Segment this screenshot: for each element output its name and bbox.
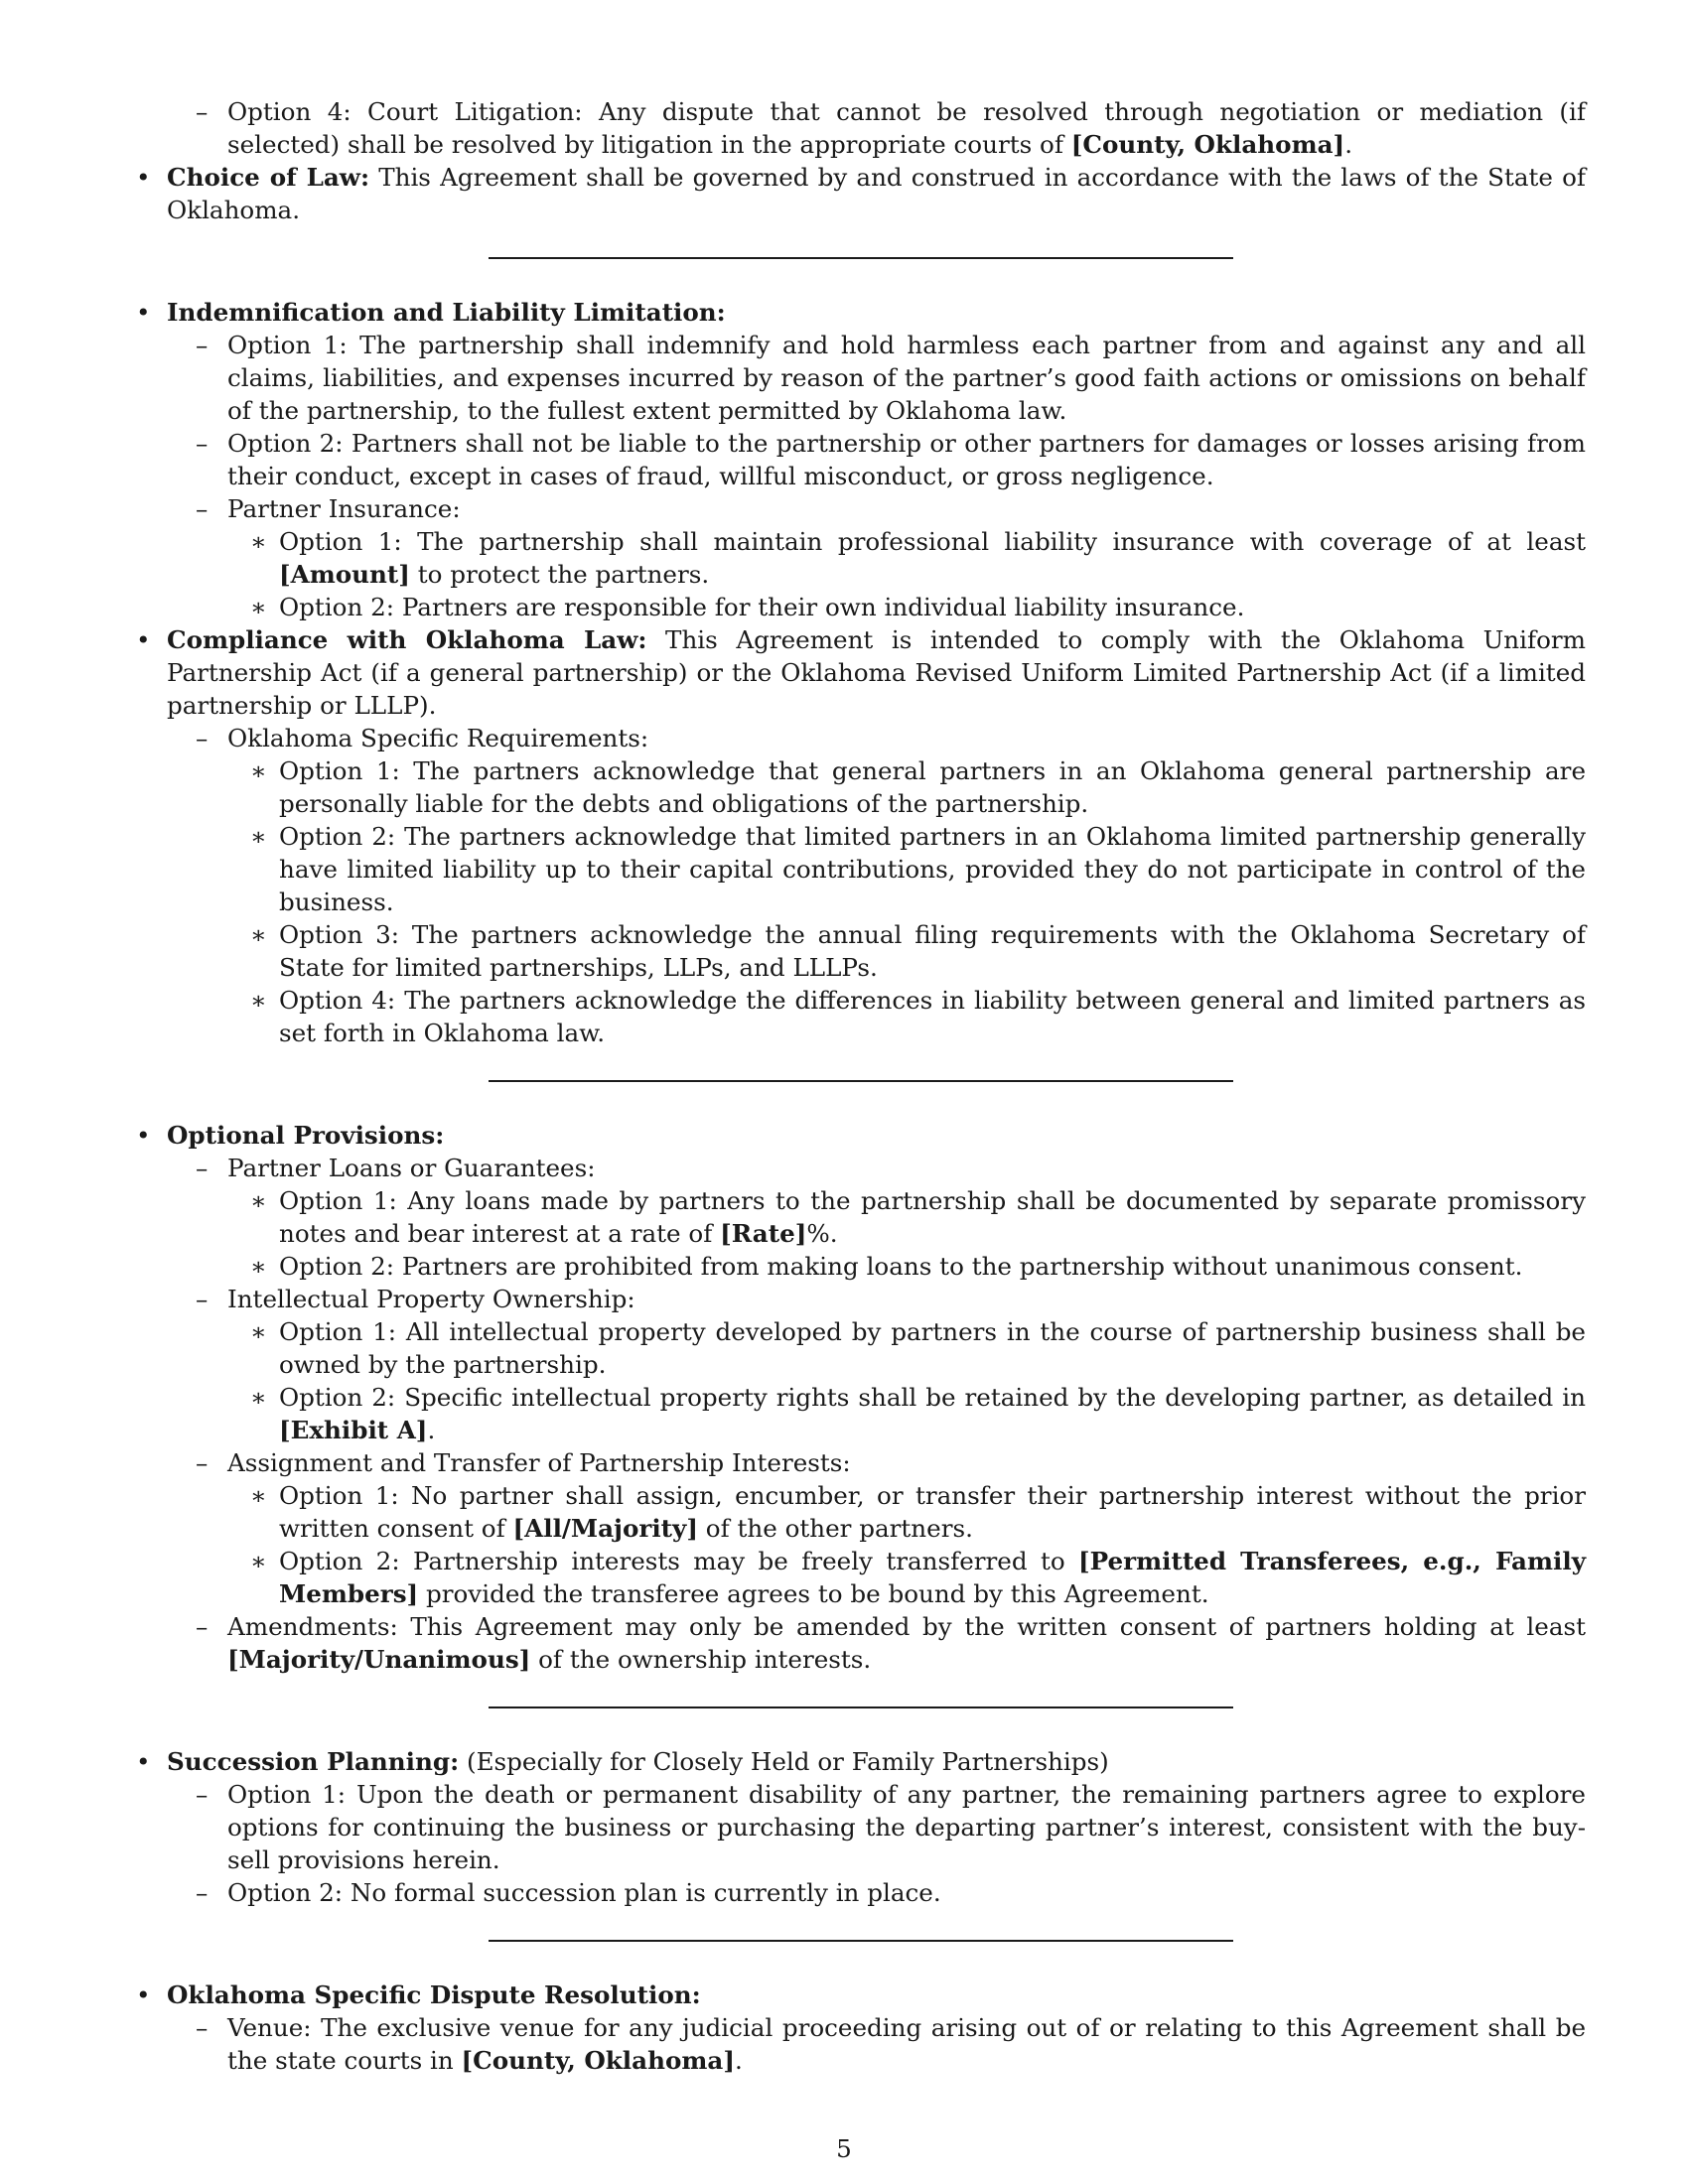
clause-item bbox=[136, 161, 1586, 226]
option-item bbox=[136, 820, 1586, 918]
section-divider bbox=[489, 257, 1233, 259]
bold-text: Indemnification and Liability Limitation: bbox=[167, 298, 726, 327]
text-run: Option 4: The partners acknowledge the differences in liability between general and limited partners as set forth in Oklahoma law. bbox=[279, 986, 1586, 1047]
text-run: Option 2: No formal succession plan is currently in place. bbox=[227, 1878, 941, 1907]
text-run: to protect the partners. bbox=[409, 560, 710, 589]
text-run: Option 2: The partners acknowledge that limited partners in an Oklahoma limited partnership generally have limited liability up to their capital contributions, provided they do not participate in control of the business. bbox=[279, 822, 1586, 916]
option-item bbox=[136, 1479, 1586, 1545]
text-run: Option 1: The partnership shall indemnify and hold harmless each partner from and against any and all claims, liabilities, and expenses incurred by reason of the partner’s good faith actions or omissions on behalf of the partnership, to the fullest extent permitted by Oklahoma law. bbox=[227, 331, 1586, 425]
text-run: Option 1: The partners acknowledge that general partners in an Oklahoma general partnership are personally liable for the debts and obligations of the partnership. bbox=[279, 756, 1586, 818]
bold-text: Succession Planning: bbox=[167, 1747, 460, 1776]
option-item bbox=[136, 984, 1586, 1049]
option-item bbox=[136, 754, 1586, 820]
document-body bbox=[136, 95, 1586, 2077]
clause-item bbox=[136, 623, 1586, 722]
sub-clause-item bbox=[136, 1446, 1586, 1479]
sub-clause-item bbox=[136, 1283, 1586, 1315]
text-run: Option 1: The partnership shall maintain professional liability insurance with coverage of at least bbox=[279, 527, 1586, 556]
text-run: This Agreement shall be governed by and construed in accordance with the laws of the State of Oklahoma. bbox=[167, 163, 1586, 224]
text-run: of the ownership interests. bbox=[530, 1645, 872, 1674]
option-item bbox=[136, 1184, 1586, 1250]
bold-text: [Rate] bbox=[720, 1219, 807, 1248]
text-run: provided the transferee agrees to be bound by this Agreement. bbox=[418, 1579, 1209, 1608]
option-item bbox=[136, 591, 1586, 623]
text-run: Venue: The exclusive venue for any judicial proceeding arising out of or relating to this Agreement shall be the state courts in bbox=[227, 2013, 1586, 2075]
text-run: Option 2: Partnership interests may be freely transferred to bbox=[279, 1547, 1079, 1575]
text-run: . bbox=[427, 1416, 436, 1444]
text-run: This Agreement is intended to comply with the Oklahoma Uniform Partnership Act (if a general partnership) or the Oklahoma Revised Uniform Limited Partnership Act (if a limited partnership or LLLP). bbox=[167, 625, 1586, 720]
sub-clause-item bbox=[136, 1778, 1586, 1876]
option-item bbox=[136, 1545, 1586, 1610]
text-run: Oklahoma Specific Requirements: bbox=[227, 724, 649, 752]
text-run: Option 1: Any loans made by partners to the partnership shall be documented by separate promissory notes and bear interest at a rate of bbox=[279, 1186, 1586, 1248]
text-run: Assignment and Transfer of Partnership Interests: bbox=[227, 1448, 851, 1477]
clause-list bbox=[136, 1119, 1586, 1676]
option-item bbox=[136, 1250, 1586, 1283]
text-run: Option 2: Partners are prohibited from making loans to the partnership without unanimous consent. bbox=[279, 1252, 1523, 1281]
clause-item bbox=[136, 1979, 1586, 2011]
page-number: 5 bbox=[836, 2134, 852, 2163]
bold-text: [Amount] bbox=[279, 560, 410, 589]
option-item bbox=[136, 1315, 1586, 1381]
bold-text: [All/Majority] bbox=[512, 1514, 698, 1543]
option-item bbox=[136, 918, 1586, 984]
text-run: Option 4: Court Litigation: Any dispute that cannot be resolved through negotiation or mediation (if selected) shall be resolved by litigation in the appropriate courts of bbox=[227, 97, 1586, 159]
sub-clause-item bbox=[136, 1876, 1586, 1909]
sub-clause-item bbox=[136, 492, 1586, 525]
clause-list bbox=[136, 1979, 1586, 2077]
clause-item bbox=[136, 296, 1586, 329]
sub-clause-item bbox=[136, 1152, 1586, 1184]
sub-clause-item bbox=[136, 2011, 1586, 2077]
section-divider bbox=[489, 1940, 1233, 1942]
option-item bbox=[136, 1381, 1586, 1446]
text-run: Partner Insurance: bbox=[227, 494, 461, 523]
sub-clause-item bbox=[136, 427, 1586, 492]
text-run: of the other partners. bbox=[697, 1514, 973, 1543]
text-run: Option 3: The partners acknowledge the annual filing requirements with the Oklahoma Secretary of State for limited partnerships, LLPs, and LLLPs. bbox=[279, 920, 1586, 982]
clause-list bbox=[136, 1745, 1586, 1909]
clause-list bbox=[136, 95, 1586, 226]
text-run: (Especially for Closely Held or Family Partnerships) bbox=[459, 1747, 1109, 1776]
bold-text: [Majority/Unanimous] bbox=[227, 1645, 531, 1674]
bold-text: Optional Provisions: bbox=[167, 1121, 445, 1150]
section-divider bbox=[489, 1706, 1233, 1708]
bold-text: [County, Oklahoma] bbox=[1070, 130, 1345, 159]
clause-item bbox=[136, 1119, 1586, 1152]
text-run: Option 2: Partners are responsible for their own individual liability insurance. bbox=[279, 593, 1245, 621]
text-run: Amendments: This Agreement may only be amended by the written consent of partners holding at least bbox=[227, 1612, 1586, 1641]
bold-text: Compliance with Oklahoma Law: bbox=[167, 625, 647, 654]
text-run: Option 1: All intellectual property developed by partners in the course of partnership business shall be owned by the partnership. bbox=[279, 1317, 1586, 1379]
text-run: . bbox=[1344, 130, 1353, 159]
bold-text: Oklahoma Specific Dispute Resolution: bbox=[167, 1980, 701, 2009]
sub-clause-item bbox=[136, 329, 1586, 427]
text-run: Option 1: No partner shall assign, encumber, or transfer their partnership interest without the prior written consent of bbox=[279, 1481, 1586, 1543]
bold-text: [Exhibit A] bbox=[279, 1416, 428, 1444]
option-item bbox=[136, 525, 1586, 591]
clause-item bbox=[136, 1745, 1586, 1778]
text-run: . bbox=[734, 2046, 743, 2075]
text-run: Intellectual Property Ownership: bbox=[227, 1285, 635, 1313]
text-run: Option 2: Specific intellectual property rights shall be retained by the developing partner, as detailed in bbox=[279, 1383, 1586, 1412]
bold-text: [County, Oklahoma] bbox=[461, 2046, 735, 2075]
sub-clause-item bbox=[136, 722, 1586, 754]
text-run: %. bbox=[806, 1219, 838, 1248]
text-run: Option 1: Upon the death or permanent disability of any partner, the remaining partners agree to explore options for continuing the business or purchasing the departing partner’s interest, consistent with the buy-sell provisions herein. bbox=[227, 1780, 1586, 1874]
section-divider bbox=[489, 1080, 1233, 1082]
bold-text: Choice of Law: bbox=[167, 163, 370, 192]
text-run: Option 2: Partners shall not be liable to the partnership or other partners for damages or losses arising from their conduct, except in cases of fraud, willful misconduct, or gross negligence. bbox=[227, 429, 1586, 490]
clause-list bbox=[136, 296, 1586, 1049]
text-run: Partner Loans or Guarantees: bbox=[227, 1154, 596, 1182]
bold-text: [Permitted Transferees, e.g., Family Members] bbox=[279, 1547, 1586, 1608]
sub-clause-item bbox=[136, 95, 1586, 161]
sub-clause-item bbox=[136, 1610, 1586, 1676]
